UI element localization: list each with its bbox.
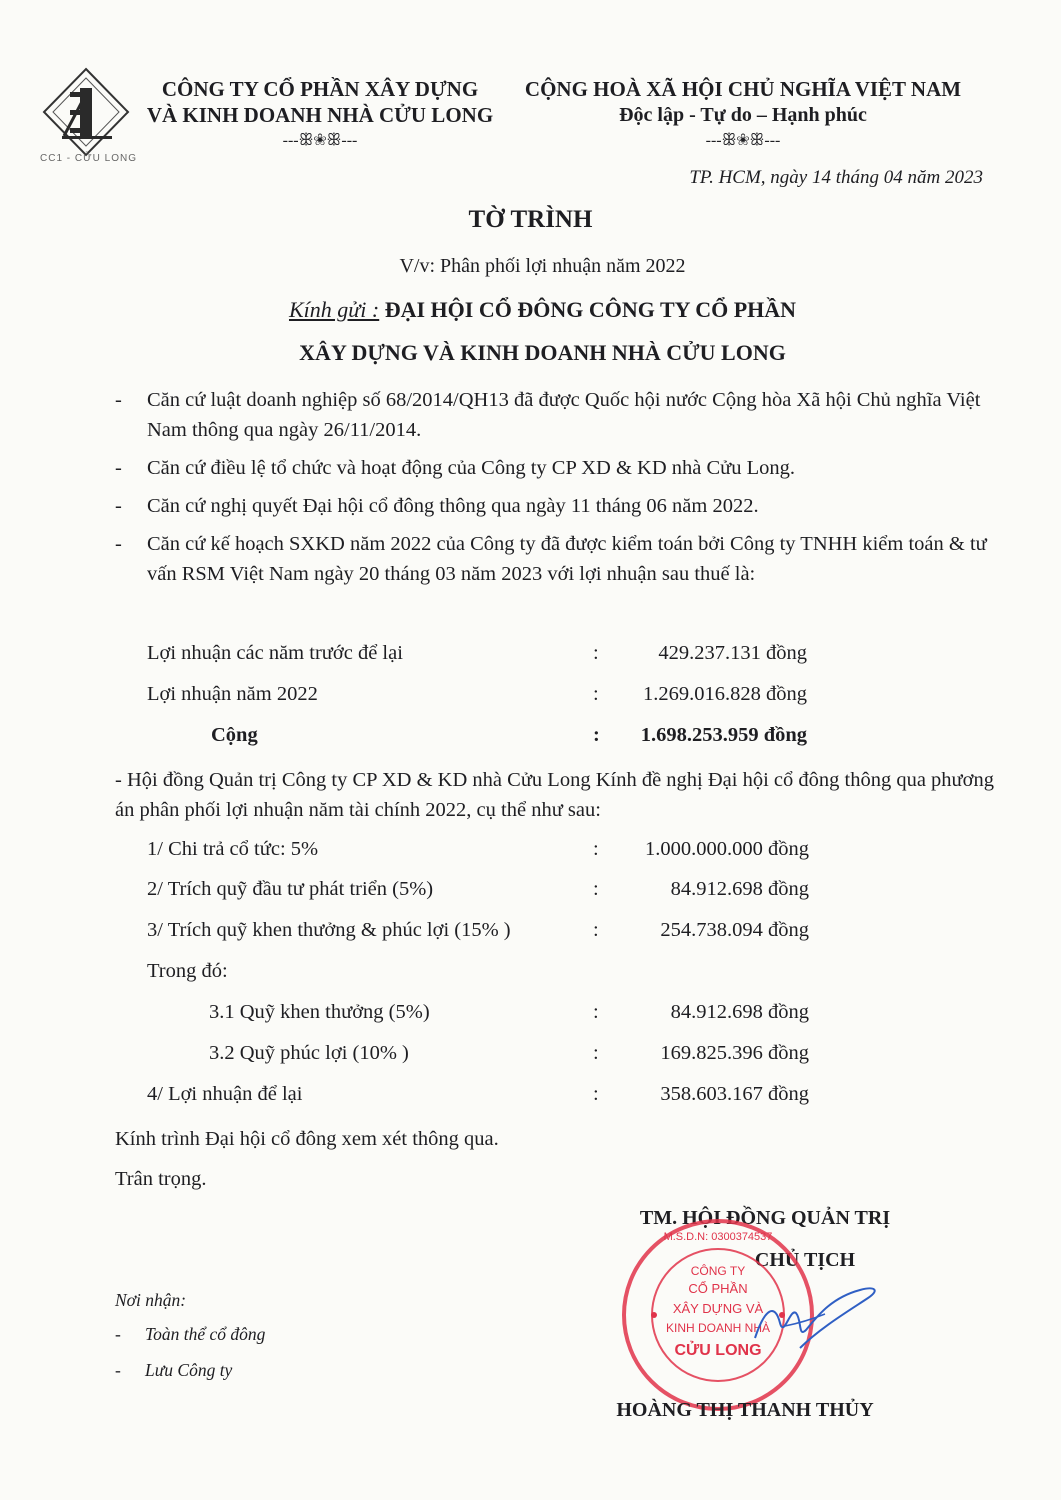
document-subject: V/v: Phân phối lợi nhuận năm 2022 [399,255,686,277]
national-motto: Độc lập - Tự do – Hạnh phúc [619,104,867,126]
list-item: - Căn cứ luật doanh nghiệp số 68/2014/QH13 đã được Quốc hội nước Cộng hòa Xã hội Chủ nghĩa Việt Nam thông qua ngày 26/11/2014. [115,389,981,441]
proposal-paragraph: - Hội đồng Quản trị Công ty CP XD & KD nhà Cửu Long Kính đề nghị Đại hội cổ đông thông qua phương án phân phối lợi nhuận năm tài chính 2022, cụ thể như sau: [115,769,995,821]
company-header [130,76,510,152]
basis-list [115,385,995,597]
signer-name: HOÀNG THỊ THANH THỦY [616,1399,874,1421]
signature-title: TM. HỘI ĐỒNG QUẢN TRỊ [639,1207,891,1229]
recipient-line1 [12,297,1061,323]
seal-line: CỬU LONG [674,1342,762,1359]
company-name-line1: CÔNG TY CỔ PHẦN XÂY DỰNG [161,77,479,101]
recipient-line2: XÂY DỰNG VÀ KINH DOANH NHÀ CỬU LONG [299,340,786,365]
list-item: - Căn cứ kế hoạch SXKD năm 2022 của Công ty đã được kiểm toán bởi Công ty TNHH kiểm toán & tư vấn RSM Việt Nam ngày 20 tháng 03 năm 2023 với lợi nhuận sau thuế là: [115,533,987,585]
list-item: - Căn cứ nghị quyết Đại hội cổ đông thông qua ngày 11 tháng 06 năm 2022. [115,495,759,517]
signature-role: CHỦ TỊCH [754,1249,856,1271]
document-title: TỜ TRÌNH [468,206,593,233]
company-name-line2: VÀ KINH DOANH NHÀ CỬU LONG [146,103,494,127]
recipients-label: Nơi nhận: [115,1290,187,1310]
closing-regards: Trân trọng. [115,1168,207,1190]
seal-line: XÂY DỰNG VÀ [672,1301,764,1316]
ornament-divider-right: ---ꕥ❀ꕥ--- [705,132,781,149]
recipient-label: Kính gửi : [288,297,380,322]
recipient-item: - Lưu Công ty [115,1360,233,1380]
seal-line: CỔ PHẦN [688,1281,748,1296]
seal-line: CÔNG TY [690,1264,746,1278]
national-header [508,76,978,152]
document-page: CC1 - CỬU LONG CÔNG TY CỔ PHẦN XÂY DỰNG VÀ KINH DOANH NHÀ CỬU LONG ---ꕥ❀ꕥ--- CỘNG HOÀ XÃ HỘI CHỦ NGHĨA VIỆT NAM Độc lập - Tự do – Hạnh phúc ---ꕥ❀ꕥ--- TP. HCM, ngày 14 tháng 04 năm 2023 TỜ TRÌNH V/v: Phân phối lợi nhuận năm 2022 Kính gửi : ĐẠI HỘI CỔ ĐÔNG CÔNG TY CỔ PHẦN XÂY DỰNG VÀ KINH DOANH NHÀ CỬU LONG - Căn cứ luật doanh nghiệp số 68/2014/QH13 đã được Quốc hội nước Cộng hòa Xã hội Chủ nghĩa Việt Nam thông qua ngày 26/11/2014. - Căn cứ điều lệ tổ chức và hoạt động của Công ty CP XD & KD nhà Cửu Long. - Căn cứ nghị quyết Đại hội cổ đông thông qua ngày 11 tháng 06 năm 2022. - Căn cứ kế hoạch SXKD năm 2022 của Công ty đã được kiểm toán bởi Công ty TNHH kiểm toán & tư vấn RSM Việt Nam ngày 20 tháng 03 năm 2023 với lợi nhuận sau thuế là: Lợi nhuận các năm trước để lại : 429.237.131 đồng Lợi nhuận năm 2022 : 1.269.016.828 đồng Cộng : 1.698.253.959 đồng - Hội đồng Quản trị Công ty CP XD & KD nhà Cửu Long Kính đề nghị Đại hội cổ đông thông qua phương án phân phối lợi nhuận năm tài chính 2022, cụ thể như sau: 1/ Chi trả cổ tức: 5% : 1.000.000.000 đồng 2/ Trích quỹ đầu tư phát triển (5%) : 84.912.698 đồng 3/ Trích quỹ khen thưởng & phúc lợi (15% ) : 254.738.094 đồng Trong đó: 3.1 Quỹ khen thưởng (5%) : 84.912.698 đồng 3.2 Quỹ phúc lợi (10% ) : 169.825.396 đồng 4/ Lợi nhuận để lại : 358.603.167 đồng Kính trình Đại hội cổ đông xem xét thông qua. Trân trọng. TM. HỘI ĐỒNG QUẢN TRỊ CHỦ TỊCH M.S.D.N: 0300374537 CÔNG TY CỔ PHẦN XÂY DỰNG VÀ KINH DOANH NHÀ CỬU LONG HOÀNG THỊ THANH THỦY Nơi nhận: - Toàn thể cổ đông - Lưu Công ty [0,0,1061,1500]
list-item: - Căn cứ điều lệ tổ chức và hoạt động của Công ty CP XD & KD nhà Cửu Long. [115,457,796,479]
recipient-name-1: ĐẠI HỘI CỔ ĐÔNG CÔNG TY CỔ PHẦN [384,297,797,322]
ornament-divider: ---ꕥ❀ꕥ--- [282,132,358,149]
logo-caption: CC1 - CỬU LONG [40,153,137,164]
seal-tax-code: M.S.D.N: 0300374537 [663,1231,773,1243]
handwritten-signature [740,1268,890,1368]
republic-name: CỘNG HOÀ XÃ HỘI CHỦ NGHĨA VIỆT NAM [524,77,962,101]
recipient-item: - Toàn thể cổ đông [115,1324,266,1344]
seal-line: KINH DOANH NHÀ [665,1321,771,1335]
closing-request: Kính trình Đại hội cổ đông xem xét thông qua. [115,1128,499,1150]
document-date: TP. HCM, ngày 14 tháng 04 năm 2023 [689,167,983,188]
